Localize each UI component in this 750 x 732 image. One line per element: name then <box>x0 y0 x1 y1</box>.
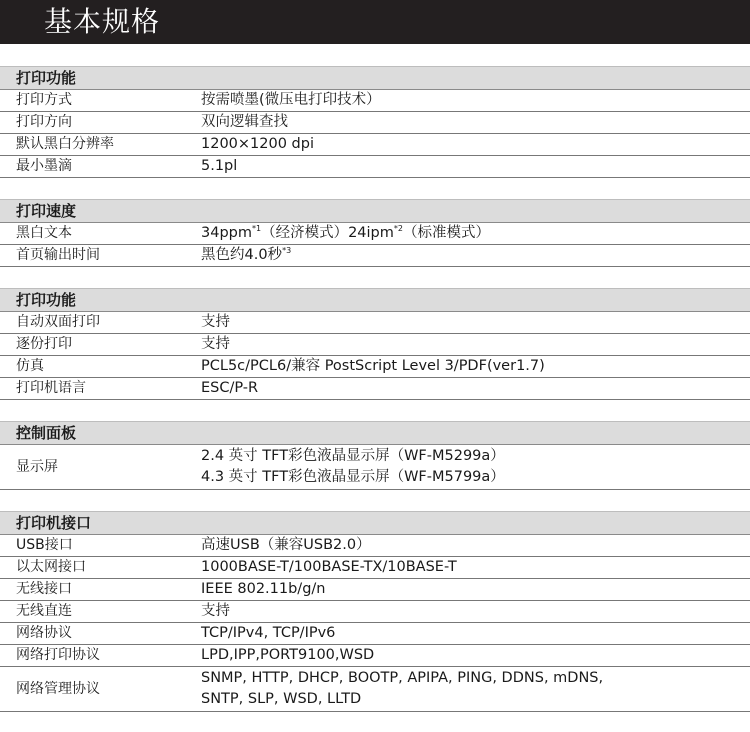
spec-label: 最小墨滴 <box>16 158 72 174</box>
mode-label: （标准模式） <box>402 225 490 241</box>
spec-label: 自动双面打印 <box>16 314 100 330</box>
spec-label: 仿真 <box>16 358 44 374</box>
spec-row <box>0 623 750 645</box>
spec-value: PCL5c/PCL6/兼容 PostScript Level 3/PDF(ver1.7) <box>201 358 545 374</box>
spec-label: 默认黑白分辨率 <box>16 136 114 152</box>
spec-label: USB接口 <box>16 537 73 553</box>
section-print-features <box>0 288 750 400</box>
section-heading: 控制面板 <box>0 421 750 445</box>
section-print-function <box>0 66 750 178</box>
spec-value-line: SNMP, HTTP, DHCP, BOOTP, APIPA, PING, DDNS, mDNS, <box>201 670 604 686</box>
spec-label: 打印方向 <box>16 114 72 130</box>
spec-label: 以太网接口 <box>16 559 86 575</box>
first-page-time: 黑色约4.0秒 <box>201 247 283 263</box>
spec-value-line: SNTP, SLP, WSD, LLTD <box>201 691 362 707</box>
section-heading: 打印速度 <box>0 199 750 223</box>
spec-row <box>0 579 750 601</box>
spec-label: 无线接口 <box>16 581 72 597</box>
spec-value <box>200 445 750 489</box>
spec-value <box>200 223 750 244</box>
spec-label: 逐份打印 <box>16 336 72 352</box>
spec-value-line: 2.4 英寸 TFT彩色液晶显示屏（WF-M5299a） <box>201 448 505 464</box>
spec-row <box>0 245 750 267</box>
spec-value: 1200×1200 dpi <box>201 136 314 152</box>
spec-value: IEEE 802.11b/g/n <box>201 581 326 597</box>
spec-label: 显示屏 <box>16 458 58 475</box>
spec-value: 支持 <box>201 336 230 352</box>
spec-row <box>0 223 750 245</box>
spec-label: 打印方式 <box>16 92 72 108</box>
speed-economy: 34ppm <box>201 225 252 241</box>
spec-row <box>0 667 750 712</box>
spec-row <box>0 156 750 178</box>
spec-value: 支持 <box>201 603 230 619</box>
speed-standard: （经济模式）24ipm <box>261 225 394 241</box>
spec-value: 5.1pl <box>201 158 238 174</box>
spec-value <box>200 245 750 266</box>
spec-value: LPD,IPP,PORT9100,WSD <box>201 647 375 663</box>
spec-label: 无线直连 <box>16 603 72 619</box>
footnote-mark: *3 <box>282 246 292 256</box>
spec-label: 网络打印协议 <box>16 647 100 663</box>
section-heading: 打印功能 <box>0 66 750 90</box>
spec-row <box>0 378 750 400</box>
spec-row <box>0 90 750 112</box>
spec-value: 1000BASE-T/100BASE-TX/10BASE-T <box>201 559 457 575</box>
page-header <box>0 0 750 44</box>
spec-value: 支持 <box>201 314 230 330</box>
section-heading: 打印机接口 <box>0 511 750 535</box>
section-print-speed <box>0 199 750 267</box>
spec-value: 高速USB（兼容USB2.0） <box>201 537 371 553</box>
spec-label: 首页输出时间 <box>16 247 100 263</box>
spec-row <box>0 356 750 378</box>
spec-value: TCP/IPv4, TCP/IPv6 <box>201 625 336 641</box>
spec-row <box>0 112 750 134</box>
spec-label: 打印机语言 <box>16 380 86 396</box>
spec-row <box>0 312 750 334</box>
spec-label: 黑白文本 <box>16 225 72 241</box>
spec-value-line: 4.3 英寸 TFT彩色液晶显示屏（WF-M5799a） <box>201 469 505 485</box>
spec-value <box>200 667 750 711</box>
section-printer-interface <box>0 511 750 712</box>
spec-value: ESC/P-R <box>201 380 259 396</box>
spec-row <box>0 645 750 667</box>
spec-row <box>0 334 750 356</box>
spec-value: 双向逻辑查找 <box>201 114 288 130</box>
spec-row <box>0 557 750 579</box>
page-title: 基本规格 <box>44 5 161 38</box>
section-heading: 打印功能 <box>0 288 750 312</box>
footnote-mark: *2 <box>393 224 403 234</box>
spec-row <box>0 535 750 557</box>
spec-row <box>0 601 750 623</box>
footnote-mark: *1 <box>251 224 262 234</box>
spec-label: 网络协议 <box>16 625 72 641</box>
section-control-panel <box>0 421 750 490</box>
spec-row <box>0 445 750 490</box>
spec-value: 按需喷墨(微压电打印技术） <box>201 92 381 108</box>
spec-row <box>0 134 750 156</box>
spec-label: 网络管理协议 <box>16 680 100 697</box>
